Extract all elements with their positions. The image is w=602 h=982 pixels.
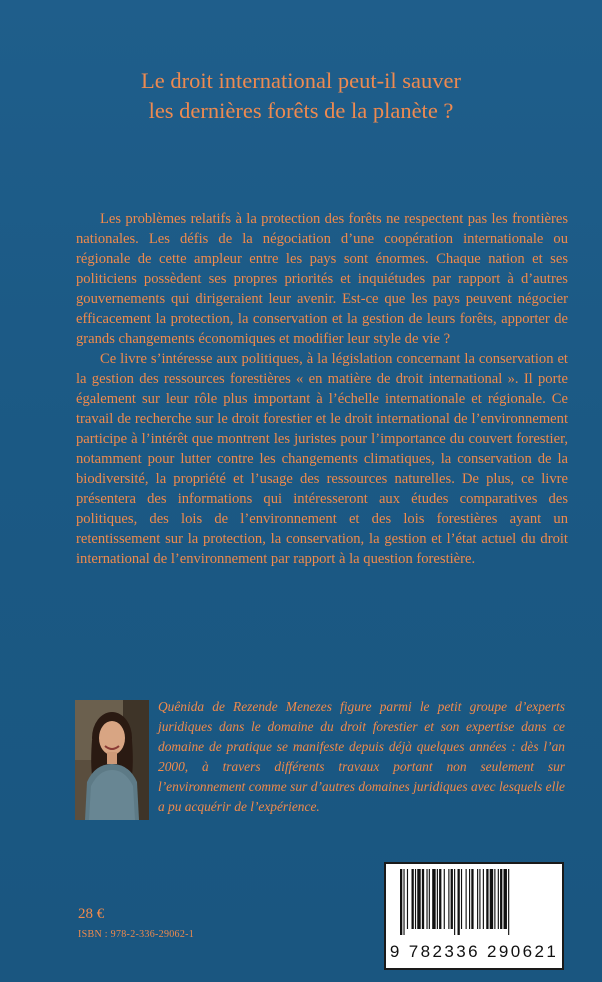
author-photo xyxy=(75,700,149,820)
barcode-bar xyxy=(422,869,424,929)
barcode-bar xyxy=(504,869,507,929)
barcode-bar xyxy=(403,869,404,935)
barcode-bar xyxy=(417,869,420,929)
barcode-bar xyxy=(486,869,488,929)
summary-paragraph-1: Les problèmes relatifs à la protection des forêts ne respectent pas les frontières nationales. Les défis de la négociation d’une coopération internationale ou régionale de cette ampleur entre les pays sont énormes. Chaque nation et ses politiciens possèdent ses propres priorités et inquiétudes par rapport à d’autres gouvernements qui dirigeraient leur avenir. Est-ce que les pays peuvent négocier efficacement la protection, la conservation et la gestion de leurs forêts, apporter de grands changements économiques et modifier leur style de vie ? xyxy=(76,211,568,347)
barcode-bar xyxy=(432,869,435,929)
barcode-bar xyxy=(444,869,445,929)
title-line-1: Le droit international peut-il sauver xyxy=(141,68,461,93)
barcode-number: 9 782336 290621 xyxy=(389,942,559,961)
barcode-bar xyxy=(477,869,478,929)
barcode-bar xyxy=(448,869,449,929)
barcode-bar xyxy=(469,869,470,929)
title-line-2: les dernières forêts de la planète ? xyxy=(148,98,454,123)
barcode-bar xyxy=(479,869,480,929)
barcode-bar xyxy=(451,869,453,929)
barcode-bar xyxy=(471,869,473,929)
barcode-bar xyxy=(412,869,414,929)
barcode-bar xyxy=(466,869,467,929)
barcode-bar xyxy=(454,869,455,935)
barcode-bar xyxy=(429,869,430,929)
barcode-bars xyxy=(400,869,548,935)
barcode-bar xyxy=(461,869,462,929)
barcode-bar xyxy=(437,869,438,929)
barcode-bar xyxy=(508,869,509,935)
summary-text xyxy=(76,209,568,569)
summary-paragraph-2: Ce livre s’intéresse aux politiques, à la législation concernant la conservation et la gestion des ressources forestières « en matière de droit international ». Il porte également sur leur rôle plus important à l’échelle internationale et régionale. Ce travail de recherche sur le droit forestier et le droit international de l’environnement participe à l’intérêt que montrent les juristes pour l’importance du couvert forestier, notamment pour lutter contre les changements climatiques, la conservation de la biodiversité, la propriété et l’usage des ressources naturelles. De plus, ce livre présentera des informations qui intéresseront aux études comparatives des politiques, des lois de l’environnement et des lois forestières ayant un retentissement sur la protection, la conservation, la gestion et l’état actuel du droit international de l’environnement par rapport à la question forestière. xyxy=(76,351,568,567)
book-title xyxy=(40,66,562,126)
barcode-bar xyxy=(494,869,495,929)
barcode-bar xyxy=(415,869,416,929)
author-bio: Quênida de Rezende Menezes figure parmi le petit groupe d’experts juridiques dans le domaine du droit forestier et son expertise dans ce domaine de pratique se manifeste depuis déjà quelques années : dès l’an 2000, à travers différents travaux portant non seulement sur l’environnement comme sur d’autres domaines juridiques avec lesquels elle a pu acquérir de l’expérience. xyxy=(158,699,565,814)
barcode-bar xyxy=(400,869,402,935)
barcode xyxy=(384,862,564,970)
barcode-bar xyxy=(439,869,441,929)
author-portrait-image xyxy=(75,700,149,820)
barcode-bar xyxy=(407,869,408,929)
price: 28 € xyxy=(78,906,105,922)
barcode-bar xyxy=(426,869,427,929)
barcode-bar xyxy=(490,869,493,929)
barcode-bar xyxy=(483,869,484,929)
barcode-bar xyxy=(458,869,460,935)
isbn: ISBN : 978-2-336-29062-1 xyxy=(78,929,195,940)
barcode-bar xyxy=(498,869,499,929)
barcode-bar xyxy=(500,869,502,929)
